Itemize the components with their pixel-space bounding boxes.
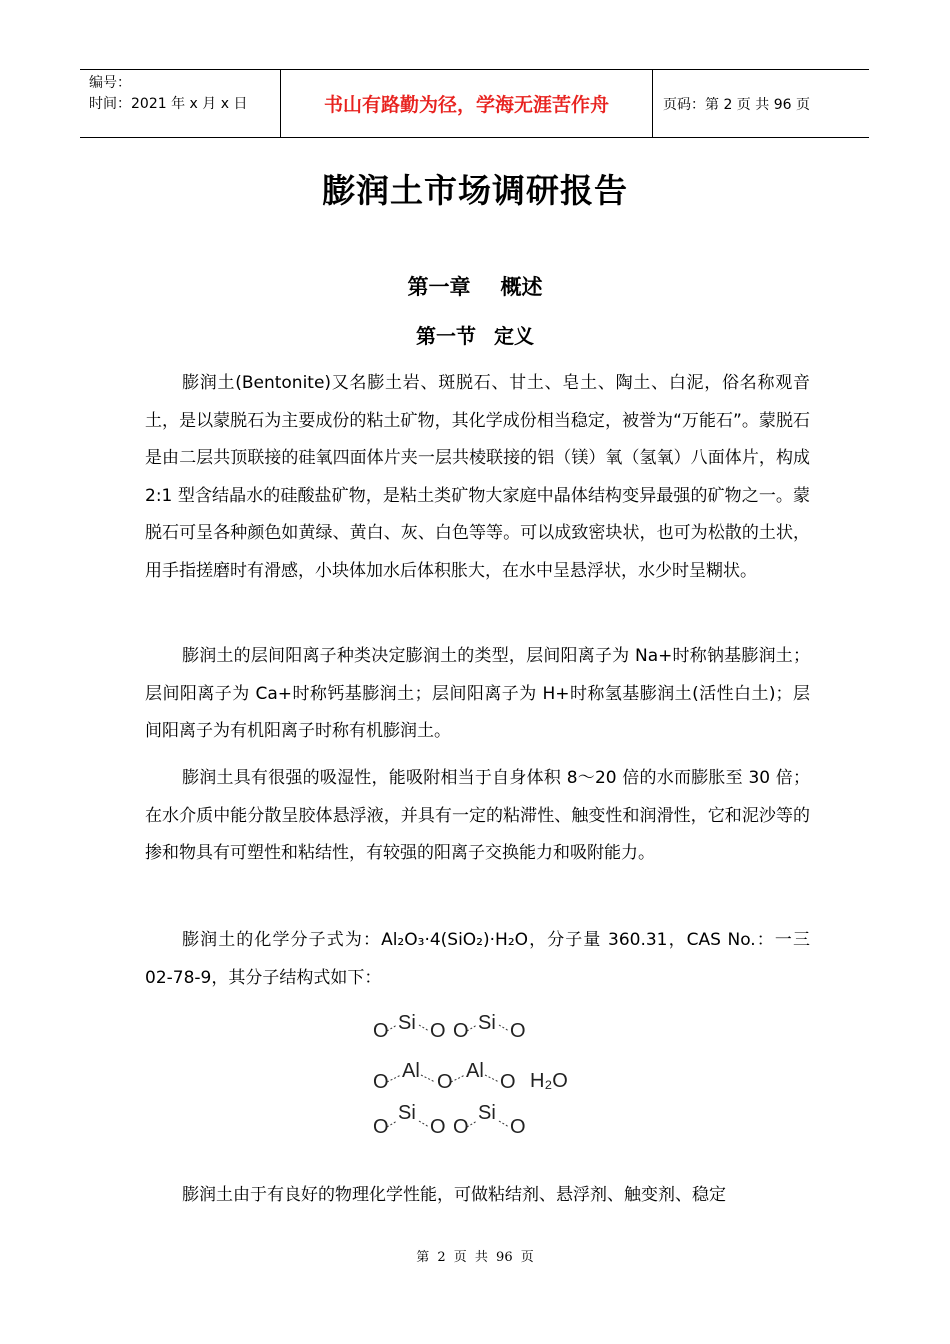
paragraph-formula: 膨润土的化学分子式为：Al₂O₃·4(SiO₂)·H₂O，分子量 360.31，CAS No.：一三 02-78-9，其分子结构式如下： [145, 930, 810, 988]
atom-o: O [430, 1020, 446, 1042]
date-label: 时间：2021 年 x 月 x 日 [89, 96, 248, 112]
bond-line [419, 1025, 429, 1031]
atom-o: O [373, 1020, 389, 1042]
paragraph-properties: 膨润土具有很强的吸湿性，能吸附相当于自身体积 8～20 倍的水而膨胀至 30 倍；在水介质中能分散呈胶体悬浮液，并具有一定的粘滞性、触变性和润滑性，它和泥沙等的掺和物具有可塑性和粘结性，有较强的阳离子交换能力和吸附能力。 [145, 768, 810, 863]
paragraph-types: 膨润土的层间阳离子种类决定膨润土的类型，层间阳离子为 Na+时称钠基膨润土；层间阳离子为 Ca+时称钙基膨润土；层间阳离子为 H+时称氢基膨润土(活性白土)；层间阳离子为有机阳离子时称有机膨润土。 [145, 646, 810, 741]
section-heading [0, 320, 950, 349]
water-formula: H₂O [530, 1070, 568, 1092]
header-meta [80, 70, 280, 137]
atom-o: O [510, 1116, 526, 1138]
section-number: 第一节 [416, 324, 476, 348]
page-info-text: 页码：第 2 页 共 96 页 [663, 96, 810, 113]
header-table [80, 69, 869, 138]
bond-line [421, 1075, 435, 1082]
atom-o: O [500, 1071, 516, 1093]
bond-line [485, 1075, 499, 1082]
molecular-structure-diagram [365, 1005, 595, 1145]
bond-line [451, 1075, 465, 1082]
atom-o: O [430, 1116, 446, 1138]
chapter-number: 第一章 [407, 275, 471, 299]
footer-page-number: 第 2 页 共 96 页 [416, 1250, 534, 1265]
bond-line [419, 1121, 429, 1127]
atom-o: O [437, 1071, 453, 1093]
atom-o: O [453, 1020, 469, 1042]
atom-o: O [373, 1071, 389, 1093]
atom-si: Si [398, 1012, 416, 1034]
bond-line [499, 1121, 509, 1127]
atom-si: Si [478, 1102, 496, 1124]
bond-line [499, 1025, 509, 1031]
number-label: 编号： [89, 75, 131, 91]
header-page-info [653, 70, 869, 137]
atom-o: O [373, 1116, 389, 1138]
atom-si: Si [478, 1012, 496, 1034]
section-title: 定义 [494, 324, 534, 348]
document-title: 膨润土市场调研报告 [322, 171, 628, 210]
paragraph-definition: 膨润土(Bentonite)又名膨土岩、斑脱石、甘土、皂土、陶土、白泥，俗名称观音土，是以蒙脱石为主要成份的粘土矿物，其化学成份相当稳定，被誉为“万能石”。蒙脱石是由二层共顶联接的硅氧四面体片夹一层共棱联接的铝（镁）氧（氢氧）八面体片，构成 2:1 型含结晶水的硅酸盐矿物，是粘土类矿物大家庭中晶体结构变异最强的矿物之一。蒙脱石可呈各种颜色如黄绿、黄白、灰、白色等等。可以成致密块状，也可为松散的土状，用手指搓磨时有滑感，小块体加水后体积胀大，在水中呈悬浮状，水少时呈糊状。 [145, 373, 810, 581]
page-footer [0, 1246, 950, 1265]
atom-o: O [510, 1020, 526, 1042]
atom-o: O [453, 1116, 469, 1138]
atom-al: Al [466, 1060, 484, 1082]
paragraph-applications: 膨润土由于有良好的物理化学性能，可做粘结剂、悬浮剂、触变剂、稳定 [182, 1185, 726, 1205]
bond-line [387, 1075, 401, 1082]
motto-text: 书山有路勤为径，学海无涯苦作舟 [323, 94, 609, 116]
header-motto [280, 70, 653, 137]
atom-si: Si [398, 1102, 416, 1124]
chapter-title: 概述 [500, 275, 543, 299]
chapter-heading [0, 271, 950, 301]
atom-al: Al [402, 1060, 420, 1082]
